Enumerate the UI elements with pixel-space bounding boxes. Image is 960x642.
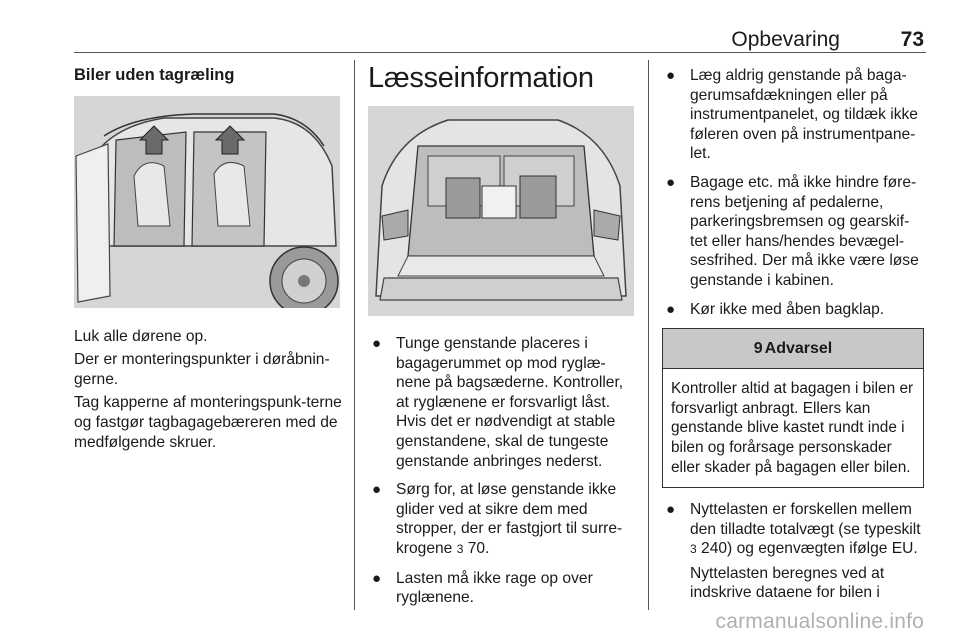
bullet-marker: ● [666,173,676,191]
list-item-text: Tunge genstande placeres i bagagerummet op mod ryglæ-nene på bagsæderne. Kontroller, at ryglænene er forsvarligt låst. Hvis det er nødvendigt at stable genstandene, skal de tungeste genstande anbringes nederst. [396,335,624,470]
paragraph: Luk alle dørene op. [74,327,208,345]
column-1 [74,66,342,456]
column-3 [662,66,926,607]
warning-icon: 9 [753,339,763,357]
bullet-marker: ● [666,300,676,318]
bullet-marker: ● [666,501,676,519]
paragraph: Der er monteringspunkter i døråbnin-gerne. [74,351,330,388]
section-heading: Læsseinformation [368,62,594,94]
section-subheading: Biler uden tagræling [74,66,235,84]
list-item-text: Bagage etc. må ikke hindre føre-rens betjening af pedalerne, parkeringsbremsen og gearskif-tet eller hans/hendes bevægel-sesfrihed. Der må ikke være løse genstande i kabinen. [690,173,919,289]
list-item-text: Læg aldrig genstande på baga-gerumsafdækningen eller på instrumentpanelet, og tildæk ikke føleren oven på instrumentpane-let. [690,67,918,163]
list-item [368,569,636,608]
bullet-marker: ● [372,569,382,587]
page-reference[interactable]: 240) og egenvægten ifølge EU. [701,540,918,558]
list-item-text: Nyttelasten er forskellen mellem den tilladte totalvægt (se typeskilt [690,501,921,538]
warning-header [663,329,923,369]
header-title: Opbevaring [731,28,840,51]
list-item-text: Sørg for, at løse genstande ikke glider ved at sikre dem med stropper, der er fastgjort til surre-krogene [396,481,623,557]
page-number: 73 [900,28,924,51]
car-doors-image [74,96,340,308]
cargo-area-illustration [368,106,634,316]
paragraph: Tag kapperne af monteringspunk-terne og fastgør tagbagagebæreren med de medfølgende skruer. [74,394,342,451]
bullet-marker: ● [666,67,676,84]
bullet-marker: ● [372,335,382,352]
column-divider-2 [648,60,649,610]
column-2 [368,62,636,617]
page-reference-icon: 3 [456,541,464,556]
loading-bullets [368,334,636,608]
page-reference[interactable]: 70. [467,539,490,557]
header-rule [74,52,926,53]
page-reference-icon: 3 [690,542,697,557]
cargo-image [368,106,634,316]
warning-title: Advarsel [764,339,833,357]
list-item-text: Kør ikke med åben bagklap. [690,300,885,318]
paragraph: Nyttelasten beregnes ved at indskrive dataene for bilen i [690,564,885,602]
list-item [368,334,636,471]
list-item [662,500,926,560]
list-item-text: Lasten må ikke rage op over ryglænene. [396,569,593,607]
warning-box [662,328,924,488]
warning-text: Kontroller altid at bagagen i bilen er forsvarligt anbragt. Ellers kan genstande blive kastet rundt inde i bilen og forårsage personskader eller skader på bagagen eller bilen. [671,380,914,476]
column-divider-1 [354,60,355,610]
list-item [368,480,636,559]
list-item [662,300,926,320]
list-item [662,173,926,291]
payload-bullets [662,500,926,560]
list-item [662,66,926,164]
page-header [74,28,926,52]
loading-bullets-cont [662,66,926,319]
watermark: carmanualsonline.info [715,610,924,633]
bullet-marker: ● [372,481,382,499]
car-doors-illustration [74,96,340,308]
